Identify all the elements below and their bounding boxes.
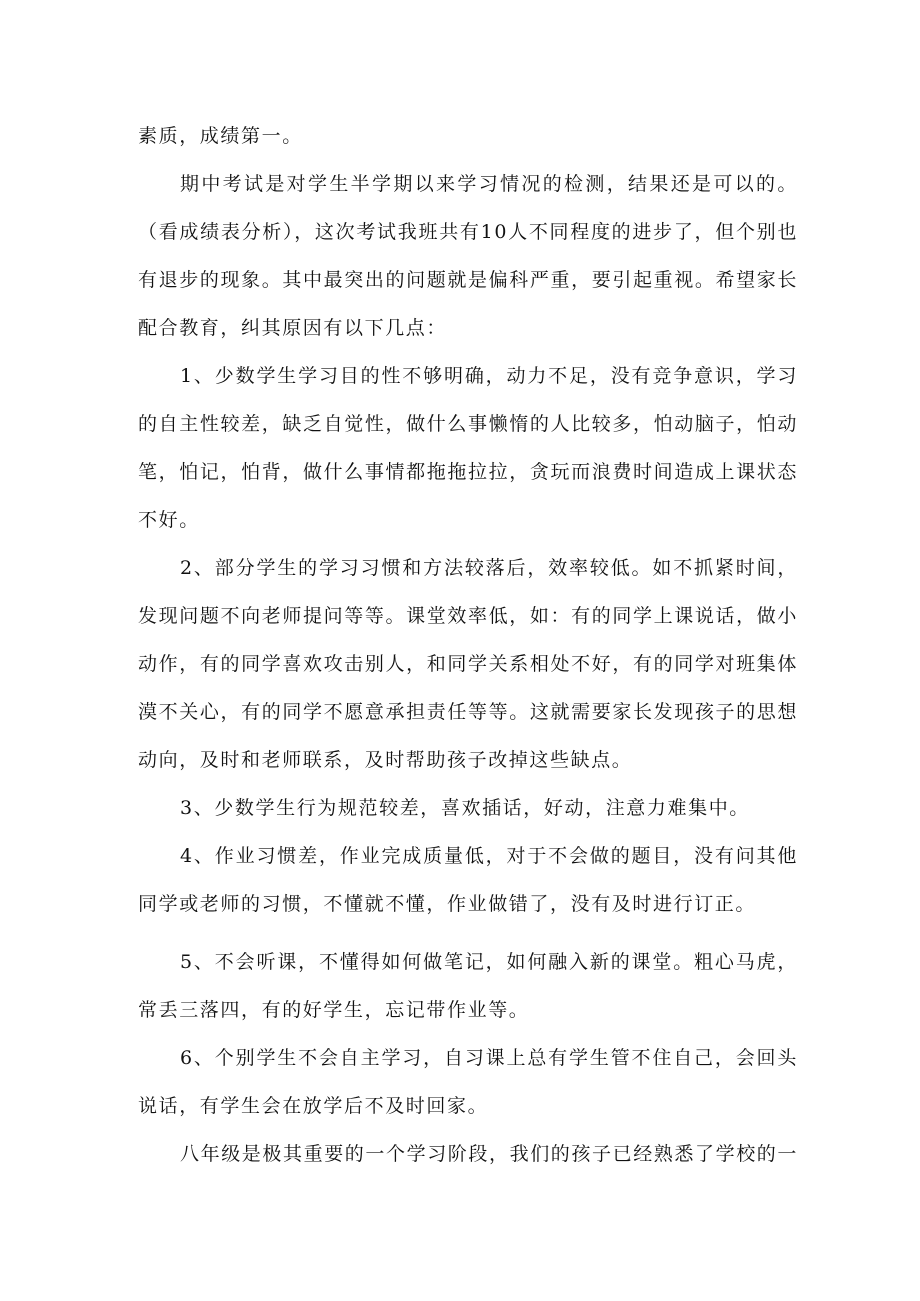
paragraph-midterm-exam: 期中考试是对学生半学期以来学习情况的检测，结果还是可以的。（看成绩表分析），这次考试我班共有10人不同程度的进步了，但个别也有退步的现象。其中最突出的问题就是偏科严重，要引起重视。希望家长配合教育，纠其原因有以下几点： <box>138 173 798 339</box>
paragraph-point-1: 1、少数学生学习目的性不够明确，动力不足，没有竞争意识，学习的自主性较差，缺乏自觉性，做什么事懒惰的人比较多，怕动脑子，怕动笔，怕记，怕背，做什么事情都拖拖拉拉，贪玩而浪费时间造成上课状态不好。 <box>138 365 798 531</box>
paragraph-quality-first: 素质，成绩第一。 <box>138 125 303 147</box>
paragraph-point-5: 5、不会听课，不懂得如何做笔记，如何融入新的课堂。粗心马虎，常丢三落四，有的好学生，忘记带作业等。 <box>138 951 798 1021</box>
paragraph-grade-eight: 八年级是极其重要的一个学习阶段，我们的孩子已经熟悉了学校的一 <box>180 1143 799 1165</box>
paragraph-point-2: 2、部分学生的学习习惯和方法较落后，效率较低。如不抓紧时间，发现问题不向老师提问等等。课堂效率低，如：有的同学上课说话，做小动作，有的同学喜欢攻击别人，和同学关系相处不好，有的同学对班集体漠不关心，有的同学不愿意承担责任等等。这就需要家长发现孩子的思想动向，及时和老师联系，及时帮助孩子改掉这些缺点。 <box>138 557 798 771</box>
paragraph-point-6: 6、个别学生不会自主学习，自习课上总有学生管不住自己，会回头说话，有学生会在放学后不及时回家。 <box>138 1047 798 1117</box>
paragraph-point-4: 4、作业习惯差，作业完成质量低，对于不会做的题目，没有问其他同学或老师的习惯，不懂就不懂，作业做错了，没有及时进行订正。 <box>138 845 798 915</box>
document-body <box>138 112 798 1178</box>
paragraph-point-3: 3、少数学生行为规范较差，喜欢插话，好动，注意力难集中。 <box>180 797 750 819</box>
